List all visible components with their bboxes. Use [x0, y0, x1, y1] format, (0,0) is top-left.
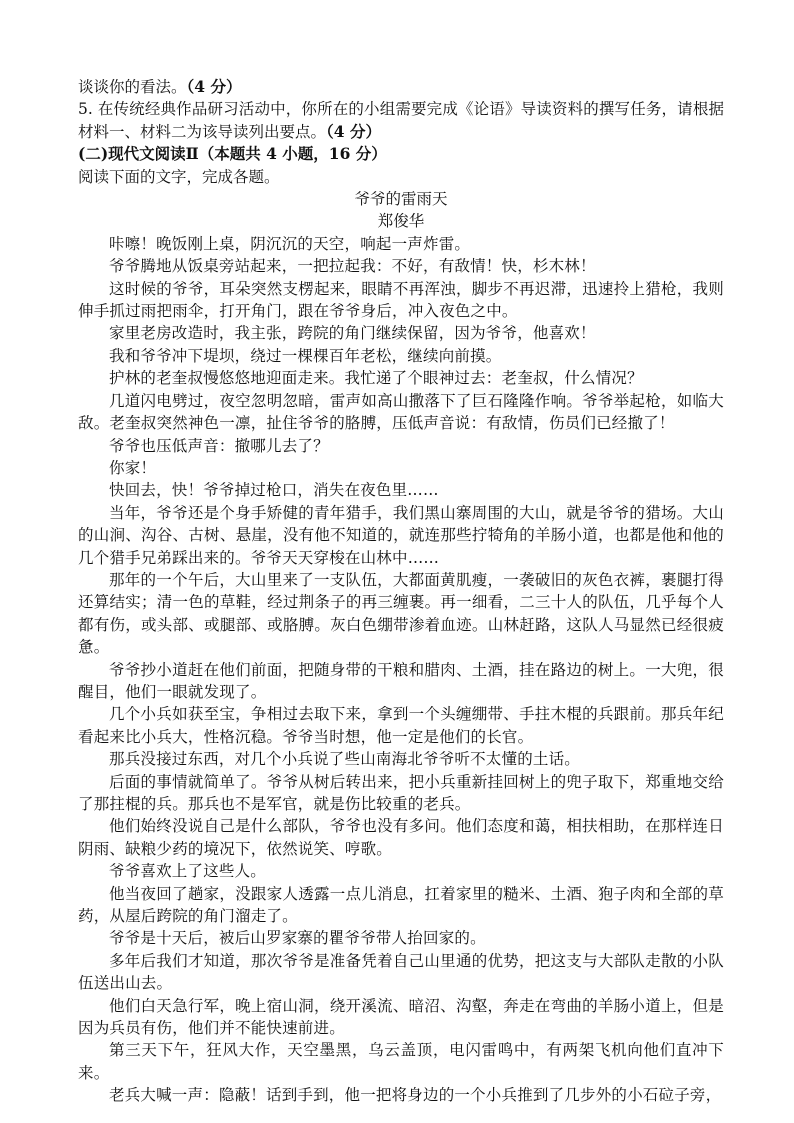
- question-4-tail: [78, 76, 724, 98]
- question-5-text: 5. 在传统经典作品研习活动中，你所在的小组需要完成《论语》导读资料的撰写任务，请根据材料一、材料二为该导读列出要点。: [78, 100, 724, 141]
- article-paragraph: 我和爷爷冲下堤坝，绕过一棵棵百年老松，继续向前摸。: [109, 346, 502, 365]
- article-paragraph: 家里老房改造时，我主张，跨院的角门继续保留，因为爷爷，他喜欢！: [109, 324, 596, 343]
- document-page: [78, 76, 724, 1107]
- article-paragraph: 那兵没接过东西，对几个小兵说了些山南海北爷爷听不太懂的土话。: [109, 750, 581, 769]
- article-paragraph: 爷爷也压低声音：撤哪儿去了？: [109, 436, 329, 455]
- article-paragraph: 老兵大喊一声：隐蔽！话到手到，他一把将身边的一个小兵推到了几步外的小石砬子旁，: [109, 1086, 722, 1105]
- article-paragraph: 护林的老奎叔慢悠悠地迎面走来。我忙递了个眼神过去：老奎叔，什么情况？: [109, 369, 643, 388]
- question-5-score: （4 分）: [326, 121, 381, 141]
- article-paragraph: 第三天下午，狂风大作，天空墨黑，乌云盖顶，电闪雷鸣中，有两架飞机向他们直冲下来。: [78, 1041, 724, 1082]
- question-4-score: （4 分）: [186, 77, 242, 96]
- article-paragraph: 咔嚓！晚饭刚上桌，阴沉沉的天空，响起一声炸雷。: [109, 234, 471, 253]
- article-paragraph: 后面的事情就简单了。爷爷从树后转出来，把小兵重新挂回树上的兜子取下，郑重地交给了那拄棍的兵。那兵也不是军官，就是伤比较重的老兵。: [78, 772, 724, 813]
- article-title: 爷爷的雷雨天: [354, 190, 448, 209]
- section-heading: (二)现代文阅读Ⅱ（本题共 4 小题，16 分）: [78, 144, 387, 164]
- question-5: [78, 98, 724, 143]
- article-paragraph: 这时候的爷爷，耳朵突然支楞起来，眼睛不再浑浊，脚步不再迟滞，迅速拎上猎枪，我则伸手抓过雨把雨伞，打开角门，跟在爷爷身后，冲入夜色之中。: [78, 279, 724, 321]
- article-paragraph: 他们白天急行军，晚上宿山洞，绕开溪流、暗沼、沟壑，奔走在弯曲的羊肠小道上，但是因为兵员有伤，他们并不能快速前进。: [78, 996, 724, 1038]
- article-author: 郑俊华: [377, 212, 425, 231]
- article-paragraph: 那年的一个午后，大山里来了一支队伍，大都面黄肌瘦，一袭破旧的灰色衣裤，裹腿打得还算结实；清一色的草鞋，经过荆条子的再三缠裹。再一细看，二三十人的队伍，几乎每个人都有伤，或头部、或腿部、或胳膊。灰白色绷带渗着血迹。山林赶路，这队人马显然已经很疲惫。: [78, 570, 724, 657]
- article-paragraph: 你家！: [109, 458, 157, 477]
- article-paragraph: 他们始终没说自己是什么部队，爷爷也没有多问。他们态度和蔼，相扶相助，在那样连日阴雨、缺粮少药的境况下，依然说笑、哼歌。: [78, 817, 724, 858]
- article-paragraph: 多年后我们才知道，那次爷爷是准备凭着自己山里通的优势，把这支与大部队走散的小队伍送出山去。: [78, 951, 724, 993]
- article-paragraph: 快回去，快！爷爷掉过枪口，消失在夜色里……: [109, 481, 439, 500]
- article-paragraph: 当年，爷爷还是个身手矫健的青年猎手，我们黑山寨周围的大山，就是爷爷的猎场。大山的山涧、沟谷、古树、悬崖，没有他不知道的，就连那些拧犄角的羊肠小道，也都是他和他的几个猎手兄弟踩出来的。爷爷天天穿梭在山林中……: [78, 503, 724, 567]
- article-paragraph: 爷爷喜欢上了这些人。: [109, 862, 267, 881]
- article-paragraph: 爷爷是十天后，被后山罗家寨的瞿爷爷带人抬回家的。: [109, 929, 486, 948]
- question-4-tail-text: 谈谈你的看法。: [78, 78, 187, 96]
- article-paragraph: 爷爷腾地从饭桌旁站起来，一把拉起我：不好，有敌情！快，杉木林！: [109, 257, 596, 276]
- article-paragraph: 几个小兵如获至宝，争相过去取下来，拿到一个头缠绷带、手拄木棍的兵跟前。那兵年纪看起来比小兵大，性格沉稳。爷爷当时想，他一定是他们的长官。: [78, 705, 724, 746]
- article-paragraph: 几道闪电劈过，夜空忽明忽暗，雷声如高山撒落下了巨石隆隆作响。爷爷举起枪，如临大敌。老奎叔突然神色一凛，扯住爷爷的胳膊，压低声音说：有敌情，伤员们已经撤了！: [78, 391, 724, 433]
- article-paragraph: 他当夜回了趟家，没跟家人透露一点儿消息，扛着家里的糙米、土酒、狍子肉和全部的草药，从屋后跨院的角门溜走了。: [78, 884, 724, 926]
- article-paragraph: 爷爷抄小道赶在他们前面，把随身带的干粮和腊肉、土酒，挂在路边的树上。一大兜，很醒目，他们一眼就发现了。: [78, 660, 724, 701]
- section-instruction: 阅读下面的文字，完成各题。: [78, 167, 280, 186]
